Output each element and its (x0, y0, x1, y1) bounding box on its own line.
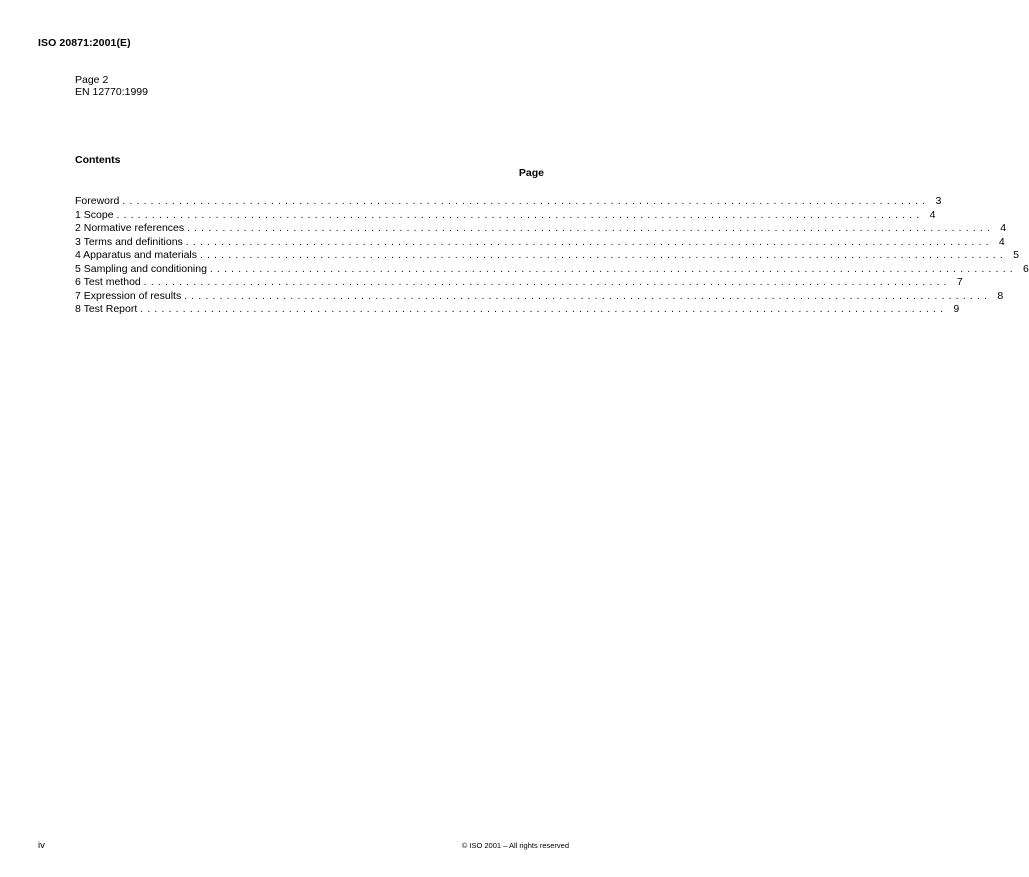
reference-standard-line: EN 12770:1999 (75, 86, 148, 98)
toc-entry-label[interactable]: 1 Scope (75, 208, 114, 221)
toc-entry-label[interactable]: 4 Apparatus and materials (75, 249, 197, 261)
document-header: ISO 20871:2001(E) (38, 37, 131, 49)
toc-entry[interactable] (75, 289, 1004, 304)
toc-entry-page: 4 (998, 235, 1005, 248)
toc-entry[interactable] (75, 276, 963, 290)
toc-dot-leader: .................................................................................................................. (122, 196, 930, 207)
toc-entry-label[interactable]: 5 Sampling and conditioning (75, 262, 207, 275)
toc-dot-leader: .................................................................................................................. (116, 209, 924, 221)
toc-entry-page: 9 (953, 303, 960, 315)
toc-entry[interactable] (75, 303, 960, 317)
toc-entry[interactable] (75, 249, 1019, 263)
toc-entry-label[interactable]: 8 Test Report (75, 303, 138, 315)
toc-entry-page: 7 (956, 276, 963, 288)
toc-entry[interactable] (75, 208, 936, 223)
toc-entry-page: 8 (997, 289, 1004, 302)
page-column-heading: Page (518, 167, 544, 179)
toc-dot-leader: .................................................................................................................. (143, 277, 951, 288)
toc-entry-page: 4 (929, 208, 936, 221)
toc-dot-leader: .................................................................................................................. (140, 304, 948, 315)
toc-entry-page: 3 (935, 195, 942, 207)
toc-entry-label[interactable]: 6 Test method (75, 276, 141, 288)
table-of-contents (75, 195, 1029, 317)
toc-dot-leader: .................................................................................................................. (200, 250, 1007, 261)
toc-entry[interactable] (75, 262, 1029, 277)
toc-dot-leader: .................................................................................................................. (185, 236, 993, 248)
toc-entry-label[interactable]: Foreword (75, 195, 120, 207)
toc-entry-page: 6 (1023, 262, 1029, 275)
reference-page-line: Page 2 (75, 74, 109, 86)
toc-dot-leader: .................................................................................................................. (184, 290, 992, 302)
toc-entry-page: 4 (1000, 222, 1007, 234)
toc-entry[interactable] (75, 222, 1007, 236)
toc-entry[interactable] (75, 195, 942, 209)
toc-entry-label[interactable]: 3 Terms and definitions (75, 235, 183, 248)
reference-block (75, 74, 148, 98)
toc-entry-label[interactable]: 2 Normative references (75, 222, 185, 234)
footer-page-number: iv (38, 840, 45, 851)
toc-entry-page: 5 (1013, 249, 1019, 261)
toc-dot-leader: .................................................................................................................. (187, 223, 995, 234)
toc-entry[interactable] (75, 235, 1005, 250)
toc-entry-label[interactable]: 7 Expression of results (75, 289, 182, 302)
footer-copyright: © ISO 2001 – All rights reserved (461, 841, 569, 850)
toc-dot-leader: .................................................................................................................. (209, 263, 1017, 275)
contents-title: Contents (75, 154, 121, 166)
